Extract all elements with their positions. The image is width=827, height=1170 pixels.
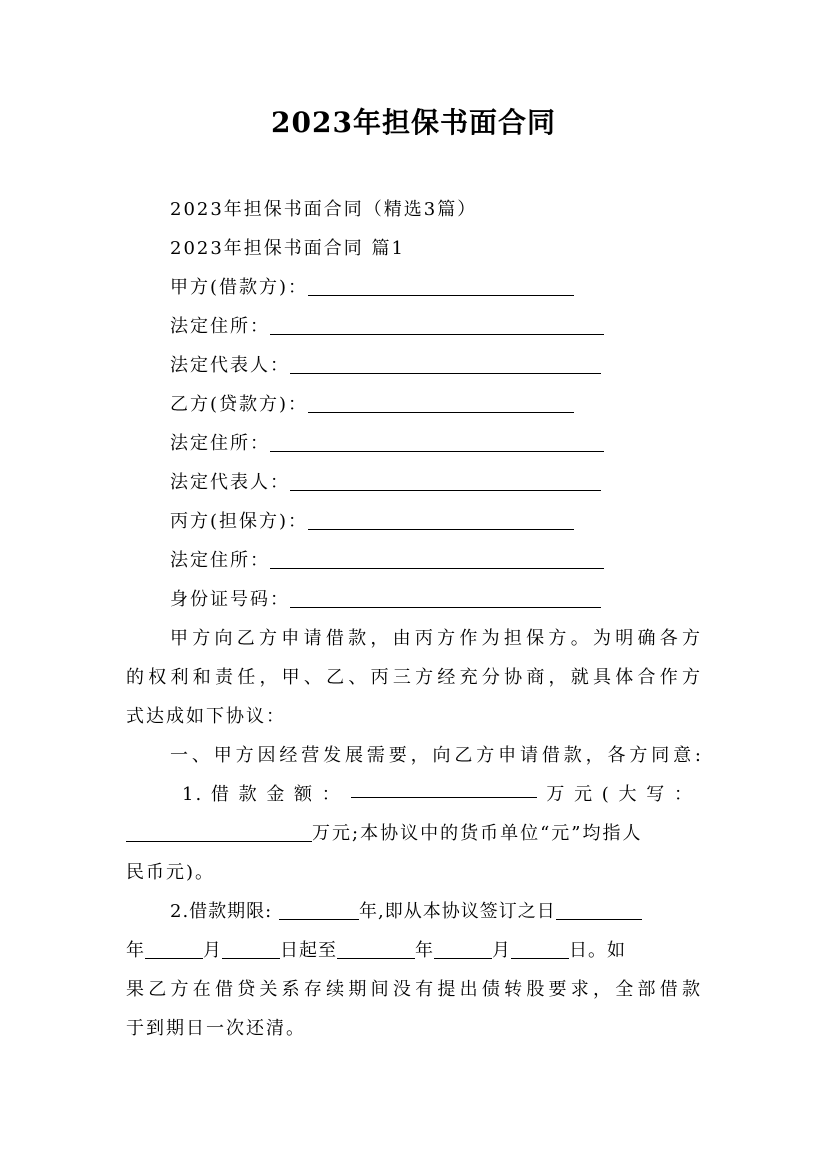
document-body (126, 190, 702, 1048)
party-c-id-blank (290, 585, 601, 608)
item-2-month-text: 月 (203, 940, 222, 961)
section-heading (126, 229, 702, 268)
item-2-line-3: 果乙方在借贷关系存续期间没有提出债转股要求，全部借款 (126, 979, 702, 1000)
party-c-address-blank (270, 546, 604, 569)
party-c-label: 丙方(担保方)： (170, 511, 309, 532)
item-2-end-month-text: 月 (492, 940, 511, 961)
party-a-address-line (126, 307, 702, 346)
item-2-from-text: 年,即从本协议签订之日 (358, 901, 556, 922)
party-a-label: 甲方(借款方)： (170, 277, 309, 298)
party-b-line (126, 385, 702, 424)
intro-line-3: 式达成如下协议： (126, 706, 286, 727)
item-1-line-2 (126, 814, 702, 853)
party-a-rep-label: 法定代表人： (170, 355, 290, 376)
party-a-blank (308, 273, 574, 296)
party-c-id-line (126, 580, 702, 619)
item-2-term-label: 2.借款期限: (170, 901, 273, 922)
party-c-id-label: 身份证号码： (170, 589, 290, 610)
item-2-end-day-blank (511, 936, 569, 959)
item-2-years-blank (279, 897, 359, 920)
party-c-address-line (126, 541, 702, 580)
party-b-rep-blank (290, 468, 601, 491)
item-1-line-3: 民币元)。 (126, 862, 216, 883)
item-2-year-text: 年 (126, 940, 145, 961)
item-1-currency-note: 万元;本协议中的货币单位“元”均指人 (312, 823, 643, 844)
party-c-line (126, 502, 702, 541)
intro-line-1: 甲方向乙方申请借款，由丙方作为担保方。为明确各方 (170, 628, 702, 649)
item-2-line-4: 于到期日一次还清。 (126, 1018, 306, 1039)
party-a-line (126, 268, 702, 307)
item-2-start-year-blank (556, 897, 642, 920)
clause-1-line: 一、甲方因经营发展需要，向乙方申请借款，各方同意: (170, 745, 702, 766)
item-2-end-year-blank (337, 936, 415, 959)
party-a-rep-blank (290, 351, 601, 374)
item-2-start-month-blank (145, 936, 203, 959)
party-b-address-line (126, 424, 702, 463)
party-b-rep-line (126, 463, 702, 502)
item-1-unit-label: 万 元 ( 大 写 ： (546, 784, 694, 805)
party-b-label: 乙方(贷款方)： (170, 394, 309, 415)
party-b-rep-label: 法定代表人： (170, 472, 290, 493)
party-b-address-blank (270, 429, 604, 452)
item-1-amount-blank (351, 775, 537, 798)
party-a-address-blank (270, 312, 604, 335)
item-1-amount-label: 1. 借 款 金 额 ： (182, 784, 342, 805)
intro-line-2: 的权利和责任，甲、乙、丙三方经充分协商，就具体合作方 (126, 667, 702, 688)
item-1-uppercase-blank (126, 819, 312, 842)
party-a-rep-line (126, 346, 702, 385)
item-1-line-1 (126, 775, 702, 814)
item-2-until-text: 日起至 (280, 940, 337, 961)
subtitle-line (126, 190, 702, 229)
subtitle-text: 2023年担保书面合同（精选3篇） (170, 199, 478, 220)
item-2-end-month-blank (434, 936, 492, 959)
item-2-day-text: 日。如 (569, 940, 626, 961)
party-c-blank (308, 507, 574, 530)
item-2-start-day-blank (222, 936, 280, 959)
party-c-address-label: 法定住所： (170, 550, 270, 571)
item-2-line-2 (126, 931, 702, 970)
item-2-end-year-text: 年 (415, 940, 434, 961)
party-a-address-label: 法定住所： (170, 316, 270, 337)
document-title: 2023年担保书面合同 (271, 106, 556, 139)
party-b-blank (308, 390, 574, 413)
party-b-address-label: 法定住所： (170, 433, 270, 454)
section-text: 2023年担保书面合同 篇1 (170, 238, 405, 259)
item-2-line-1 (126, 892, 702, 931)
